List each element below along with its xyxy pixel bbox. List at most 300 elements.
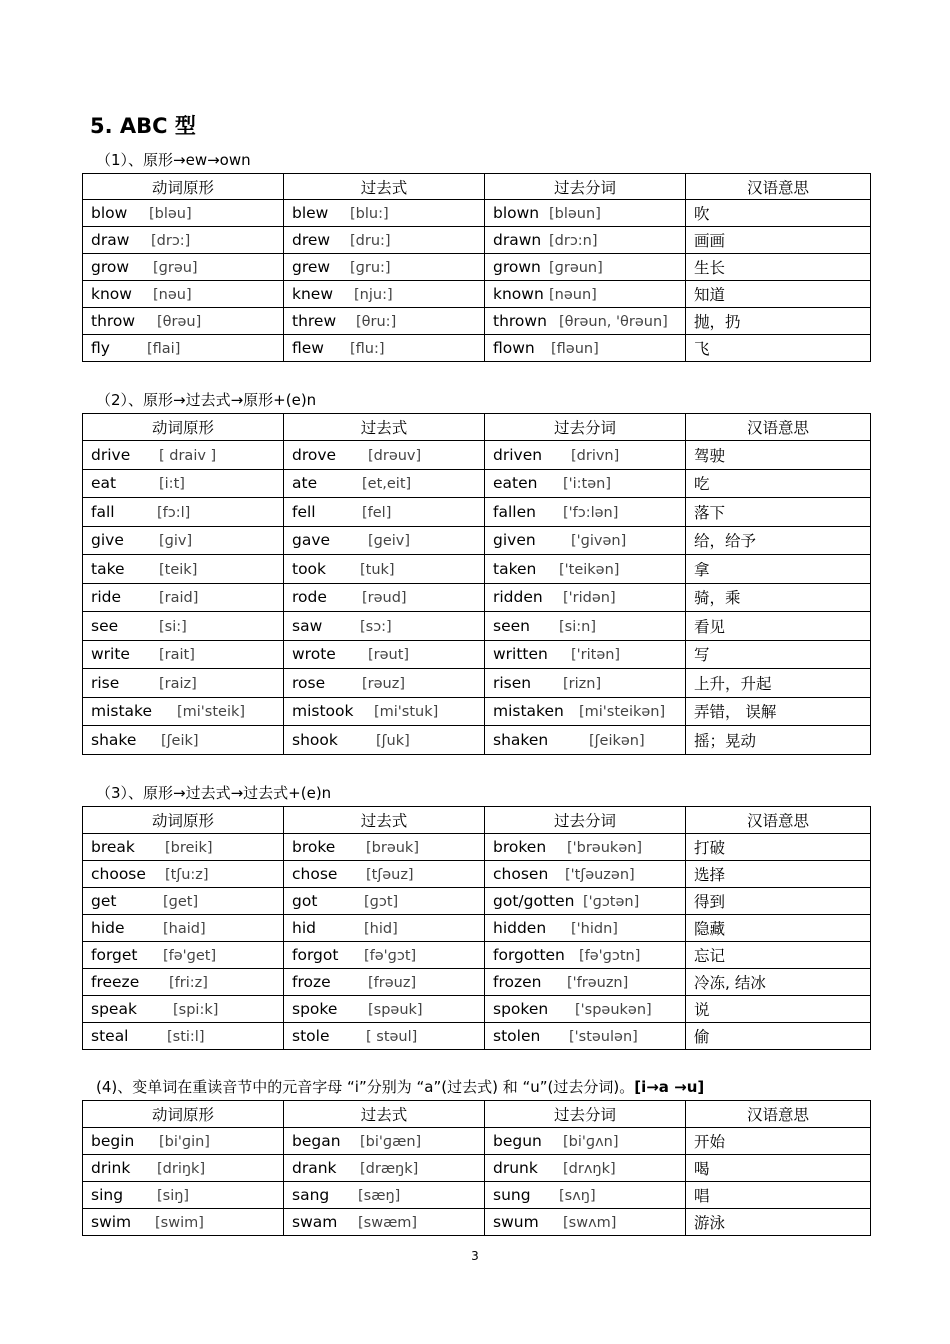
page-title: 5. ABC 型 [90,114,196,138]
chinese-meaning-cell: 摇；晃动 [686,726,871,755]
phonetic: ['stəulən] [569,1029,638,1045]
past-participle-cell [485,254,686,281]
column-header: 动词原形 [83,414,284,441]
past-tense-cell [284,915,485,942]
phonetic: [tuk] [360,561,395,578]
phonetic: [fləun] [551,341,599,357]
chinese-meaning-cell: 说 [686,996,871,1023]
past-tense-cell [284,612,485,641]
phonetic: [drivn] [571,447,620,464]
table-row [83,254,871,281]
phonetic: [sɔ:] [360,618,392,635]
verb-word: risen [493,673,532,692]
base-form-cell [83,469,284,498]
verb-word: drunk [493,1159,538,1177]
phonetic: [siŋ] [157,1188,190,1204]
phonetic: [rəut] [368,647,410,664]
past-participle-cell [485,227,686,254]
verb-word: ate [292,474,318,493]
base-form-cell [83,281,284,308]
phonetic: [drɔ:n] [549,233,598,249]
column-header: 动词原形 [83,1101,284,1128]
chinese-meaning-cell: 驾驶 [686,441,871,470]
phonetic: ['ridən] [563,590,616,607]
phonetic: [drʌŋk] [563,1161,616,1177]
past-participle-cell [485,469,686,498]
past-participle-cell [485,281,686,308]
base-form-cell [83,915,284,942]
verb-word: knew [292,285,334,303]
phonetic: [rizn] [563,675,602,692]
phonetic: [ʃeik] [161,732,199,749]
phonetic: [flai] [147,341,181,357]
chinese-meaning-cell: 忘记 [686,942,871,969]
base-form-cell [83,612,284,641]
past-participle-cell [485,915,686,942]
base-form-cell [83,669,284,698]
section-2 [82,391,870,755]
table-row [83,308,871,335]
phonetic: [bi'ɡæn] [360,1134,422,1150]
verb-word: fall [91,502,115,521]
phonetic: [teik] [159,561,198,578]
verb-word: ride [91,588,122,607]
column-header: 过去式 [284,414,485,441]
table-row [83,555,871,584]
phonetic: [dru:] [350,233,391,249]
verb-word: drove [292,445,337,464]
verb-word: rose [292,673,326,692]
past-participle-cell [485,969,686,996]
phonetic: [swim] [155,1215,204,1231]
past-participle-cell [485,1155,686,1182]
table-row [83,1023,871,1050]
past-tense-cell [284,888,485,915]
caption-text: （3）、原形→过去式→过去式+(e)n [96,784,332,802]
chinese-meaning-cell: 选择 [686,861,871,888]
caption-text: (4)、变单词在重读音节中的元音字母 “i”分别为 “a”(过去式) 和 “u”(过去分词)。 [96,1078,635,1096]
verb-word: sing [91,1186,124,1204]
column-header: 过去分词 [485,174,686,200]
past-participle-cell [485,1023,686,1050]
table-row [83,834,871,861]
chinese-meaning-cell: 喝 [686,1155,871,1182]
past-tense-cell [284,441,485,470]
phonetic: [fə'ɡɔt] [364,948,417,964]
verb-word: grown [493,258,541,276]
section-caption [82,391,870,410]
base-form-cell [83,526,284,555]
verb-word: stolen [493,1027,541,1045]
past-tense-cell [284,697,485,726]
verb-word: write [91,645,130,664]
verb-word: eat [91,474,117,493]
past-tense-cell [284,200,485,227]
verb-word: known [493,285,544,303]
phonetic: [rəuz] [362,675,405,692]
verb-word: eaten [493,474,538,493]
verb-word: stole [292,1027,330,1045]
base-form-cell [83,254,284,281]
phonetic: [si:] [159,618,187,635]
verb-word: broke [292,838,336,856]
page-number: 3 [471,1249,479,1263]
chinese-meaning-cell: 游泳 [686,1209,871,1236]
phonetic: [raid] [159,590,199,607]
verb-word: got/gotten [493,892,575,910]
past-participle-cell [485,498,686,527]
phonetic: [mi'stuk] [374,704,439,721]
verb-word: chose [292,865,338,883]
phonetic: ['tʃəuzən] [565,867,635,883]
verb-word: drink [91,1159,131,1177]
verb-word: speak [91,1000,137,1018]
chinese-meaning-cell: 唱 [686,1182,871,1209]
past-participle-cell [485,1209,686,1236]
verb-word: wrote [292,645,336,664]
table-header-row [83,1101,871,1128]
phonetic: [drɔ:] [151,233,191,249]
phonetic: [ɡɔt] [364,894,399,910]
phonetic: [bi'ɡin] [159,1134,210,1150]
base-form-cell [83,1209,284,1236]
phonetic: [bləun] [549,206,601,222]
verb-word: blow [91,204,128,222]
past-tense-cell [284,308,485,335]
column-header: 过去式 [284,1101,485,1128]
past-tense-cell [284,969,485,996]
verb-word: sang [292,1186,330,1204]
base-form-cell [83,441,284,470]
verb-word: know [91,285,132,303]
phonetic: [frəuz] [368,975,417,991]
phonetic: [fə'ɡet] [163,948,217,964]
verb-word: drive [91,445,131,464]
verb-word: driven [493,445,543,464]
phonetic: [ɡiv] [159,533,193,550]
past-participle-cell [485,526,686,555]
verb-word: steal [91,1027,129,1045]
past-tense-cell [284,498,485,527]
verb-word: thrown [493,312,547,330]
base-form-cell [83,335,284,362]
phonetic: [breik] [165,840,213,856]
verb-word: hid [292,919,316,937]
table-row [83,469,871,498]
column-header: 汉语意思 [686,174,871,200]
verb-word: gave [292,531,331,550]
verb-table [82,413,871,755]
caption-text: （1）、原形→ew→own [96,151,251,169]
phonetic: [ʃeikən] [589,732,645,749]
table-row [83,942,871,969]
verb-word: ridden [493,588,543,607]
base-form-cell [83,200,284,227]
table-row [83,697,871,726]
phonetic: [sʌŋ] [559,1188,596,1204]
verb-word: hide [91,919,125,937]
chinese-meaning-cell: 得到 [686,888,871,915]
chinese-meaning-cell: 打破 [686,834,871,861]
table-row [83,969,871,996]
chinese-meaning-cell: 写 [686,640,871,669]
past-participle-cell [485,335,686,362]
phonetic: [tʃu:z] [165,867,209,883]
table-row [83,612,871,641]
phonetic: [bi'ɡʌn] [563,1134,619,1150]
column-header: 动词原形 [83,807,284,834]
verb-word: shaken [493,730,549,749]
phonetic: [blu:] [350,206,389,222]
table-row [83,227,871,254]
verb-word: take [91,559,125,578]
phonetic: [hid] [364,921,398,937]
base-form-cell [83,308,284,335]
past-participle-cell [485,441,686,470]
base-form-cell [83,996,284,1023]
verb-word: grew [292,258,331,276]
chinese-meaning-cell: 隐藏 [686,915,871,942]
past-participle-cell [485,583,686,612]
past-participle-cell [485,555,686,584]
verb-word: hidden [493,919,547,937]
phonetic: [spəuk] [368,1002,423,1018]
past-participle-cell [485,996,686,1023]
phonetic: [ɡrəu] [153,260,198,276]
verb-word: shook [292,730,338,749]
section-caption [82,784,870,803]
phonetic: [brəuk] [366,840,419,856]
past-participle-cell [485,942,686,969]
past-tense-cell [284,996,485,1023]
verb-word: sung [493,1186,531,1204]
section-caption [82,1078,870,1097]
table-row [83,1128,871,1155]
column-header: 汉语意思 [686,807,871,834]
phonetic: [si:n] [559,618,596,635]
past-tense-cell [284,335,485,362]
past-participle-cell [485,308,686,335]
phonetic: [spi:k] [173,1002,219,1018]
phonetic: ['ritən] [571,647,621,664]
past-tense-cell [284,1023,485,1050]
chinese-meaning-cell: 冷冻, 结冰 [686,969,871,996]
chinese-meaning-cell: 上升，升起 [686,669,871,698]
verb-word: freeze [91,973,140,991]
chinese-meaning-cell: 开始 [686,1128,871,1155]
past-participle-cell [485,200,686,227]
verb-word: begin [91,1132,135,1150]
table-row [83,526,871,555]
verb-word: forgotten [493,946,565,964]
past-tense-cell [284,526,485,555]
table-row [83,583,871,612]
table-header-row [83,807,871,834]
verb-word: saw [292,616,323,635]
phonetic: [nju:] [354,287,393,303]
base-form-cell [83,1155,284,1182]
verb-word: shake [91,730,137,749]
verb-word: forgot [292,946,339,964]
past-tense-cell [284,942,485,969]
section-1 [82,151,870,362]
past-tense-cell [284,640,485,669]
phonetic: ['brəukən] [567,840,643,856]
past-tense-cell [284,861,485,888]
table-header-row [83,414,871,441]
verb-word: get [91,892,117,910]
phonetic: [dræŋk] [360,1161,419,1177]
table-row [83,200,871,227]
chinese-meaning-cell: 吹 [686,200,871,227]
verb-word: begun [493,1132,542,1150]
verb-word: spoke [292,1000,338,1018]
verb-word: flew [292,339,324,357]
chinese-meaning-cell: 生长 [686,254,871,281]
phonetic: ['fɔ:lən] [563,504,619,521]
phonetic: [fri:z] [169,975,208,991]
phonetic: [fə'ɡɔtn] [579,948,641,964]
verb-word: drew [292,231,331,249]
verb-word: written [493,645,548,664]
verb-word: frozen [493,973,542,991]
past-tense-cell [284,469,485,498]
verb-word: drawn [493,231,542,249]
phonetic: [ʃuk] [376,732,410,749]
phonetic: [ draiv ] [159,447,217,464]
verb-table [82,173,871,362]
phonetic: ['i:tən] [563,476,612,493]
past-tense-cell [284,254,485,281]
chinese-meaning-cell: 看见 [686,612,871,641]
base-form-cell [83,861,284,888]
table-row [83,498,871,527]
phonetic: [haid] [163,921,206,937]
base-form-cell [83,969,284,996]
verb-word: choose [91,865,146,883]
phonetic: [mi'steikən] [579,704,666,721]
phonetic: [bləu] [149,206,192,222]
caption-rule: [i→a →u] [634,1078,705,1096]
chinese-meaning-cell: 画画 [686,227,871,254]
phonetic: [fel] [362,504,392,521]
table-header-row [83,174,871,200]
phonetic: [flu:] [350,341,385,357]
verb-word: throw [91,312,136,330]
verb-word: spoken [493,1000,549,1018]
table-row [83,1182,871,1209]
chinese-meaning-cell: 弄错， 误解 [686,697,871,726]
past-tense-cell [284,669,485,698]
base-form-cell [83,583,284,612]
section-4 [82,1078,870,1236]
verb-word: see [91,616,119,635]
past-tense-cell [284,1182,485,1209]
verb-word: break [91,838,135,856]
phonetic: [ stəul] [366,1029,418,1045]
phonetic: ['ɡivən] [571,533,627,550]
base-form-cell [83,1023,284,1050]
chinese-meaning-cell: 抛，扔 [686,308,871,335]
verb-word: given [493,531,536,550]
verb-word: fallen [493,502,536,521]
phonetic: [θrəu] [157,314,202,330]
phonetic: [ɡet] [163,894,199,910]
past-tense-cell [284,1128,485,1155]
section-caption [82,151,870,170]
past-participle-cell [485,1128,686,1155]
verb-word: forget [91,946,138,964]
phonetic: [θrəun, 'θrəun] [559,314,668,330]
verb-word: mistook [292,702,354,721]
phonetic: [swæm] [358,1215,418,1231]
table-row [83,726,871,755]
phonetic: [sti:l] [167,1029,205,1045]
phonetic: ['frəuzn] [567,975,629,991]
verb-table [82,1100,871,1236]
table-row [83,640,871,669]
verb-word: rise [91,673,120,692]
phonetic: [drəuv] [368,447,422,464]
base-form-cell [83,555,284,584]
base-form-cell [83,1182,284,1209]
column-header: 过去式 [284,174,485,200]
column-header: 汉语意思 [686,414,871,441]
table-row [83,669,871,698]
section-3 [82,784,870,1050]
verb-word: fell [292,502,316,521]
phonetic: ['spəukən] [575,1002,652,1018]
verb-word: give [91,531,124,550]
verb-word: drank [292,1159,337,1177]
phonetic: [fɔ:l] [157,504,191,521]
phonetic: [θru:] [356,314,397,330]
phonetic: ['teikən] [559,561,620,578]
table-row [83,281,871,308]
verb-word: swim [91,1213,132,1231]
column-header: 过去分词 [485,807,686,834]
phonetic: [ɡru:] [350,260,391,276]
verb-word: blown [493,204,540,222]
chinese-meaning-cell: 落下 [686,498,871,527]
verb-word: mistaken [493,702,564,721]
past-participle-cell [485,669,686,698]
phonetic: [ɡeiv] [368,533,411,550]
verb-word: took [292,559,327,578]
chinese-meaning-cell: 飞 [686,335,871,362]
phonetic: [nəun] [549,287,597,303]
table-row [83,861,871,888]
phonetic: [i:t] [159,476,185,493]
past-tense-cell [284,227,485,254]
phonetic: [nəu] [153,287,192,303]
base-form-cell [83,888,284,915]
phonetic: [rait] [159,647,195,664]
past-participle-cell [485,726,686,755]
verb-word: grow [91,258,130,276]
base-form-cell [83,227,284,254]
verb-word: draw [91,231,130,249]
table-row [83,441,871,470]
phonetic: [tʃəuz] [366,867,414,883]
phonetic: [et,eit] [362,476,412,493]
chinese-meaning-cell: 吃 [686,469,871,498]
caption-text: （2）、原形→过去式→原形+(e)n [96,391,317,409]
chinese-meaning-cell: 知道 [686,281,871,308]
verb-word: flown [493,339,535,357]
column-header: 动词原形 [83,174,284,200]
verb-word: threw [292,312,337,330]
